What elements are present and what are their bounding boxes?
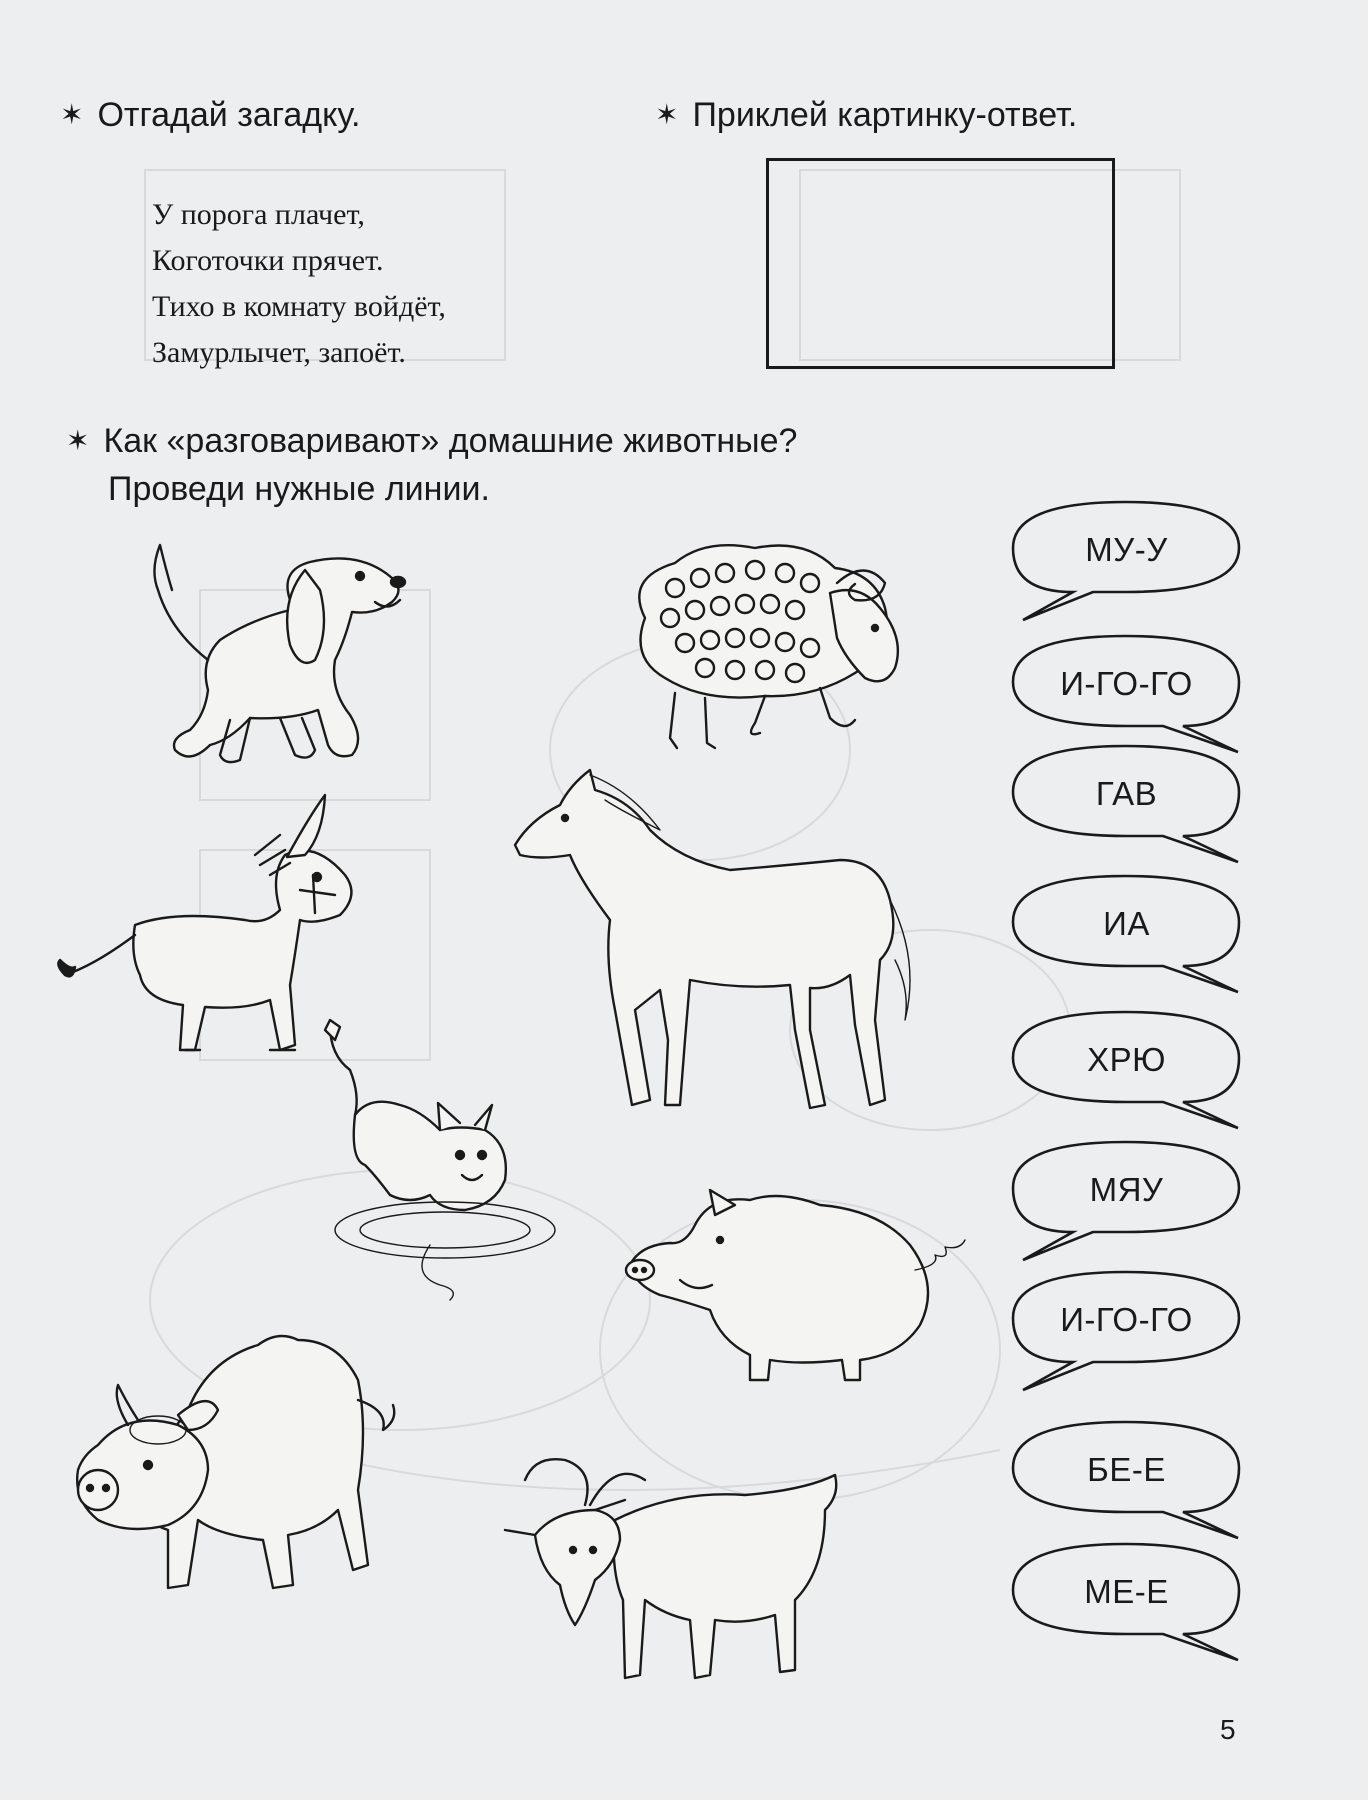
sounds-question <box>66 418 797 464</box>
sound-bubble[interactable] <box>1013 1270 1240 1370</box>
sound-label: И-ГО-ГО <box>1060 665 1193 702</box>
sound-label: ГАВ <box>1095 775 1158 812</box>
dog-illustration[interactable] <box>130 540 420 770</box>
cow-illustration[interactable] <box>68 1330 413 1600</box>
star-icon: ✶ <box>60 99 84 130</box>
riddle-poem <box>152 192 446 376</box>
sounds-instruction <box>108 466 490 512</box>
sound-label: МЯУ <box>1089 1171 1164 1208</box>
answer-paste-box[interactable] <box>766 158 1115 369</box>
page-number: 5 <box>1220 1714 1236 1745</box>
sounds-question-text: Как «разговаривают» домашние животные? <box>103 422 798 460</box>
paste-instruction-text: Приклей картинку-ответ. <box>692 96 1078 134</box>
sheep-illustration[interactable] <box>615 538 920 758</box>
sound-label: МЕ-Е <box>1084 1573 1169 1610</box>
riddle-line: Замурлычет, запоёт. <box>152 336 406 369</box>
pig-illustration[interactable] <box>620 1175 975 1390</box>
sound-bubble[interactable] <box>1013 1010 1240 1110</box>
sounds-instruction-text: Проведи нужные линии. <box>108 470 490 508</box>
riddle-line: Тихо в комнату войдёт, <box>152 290 446 323</box>
sound-bubble[interactable] <box>1013 1542 1240 1642</box>
sound-label: И-ГО-ГО <box>1060 1301 1193 1338</box>
star-icon: ✶ <box>66 425 90 456</box>
star-icon: ✶ <box>655 99 679 130</box>
riddle-line: У порога плачет, <box>152 198 365 231</box>
riddle-instruction <box>60 92 360 138</box>
sound-bubble[interactable] <box>1013 874 1240 974</box>
goat-illustration[interactable] <box>495 1450 850 1690</box>
sound-bubble[interactable] <box>1013 744 1240 844</box>
sound-label: ХРЮ <box>1087 1041 1166 1078</box>
riddle-line: Коготочки прячет. <box>152 244 384 277</box>
sound-label: МУ-У <box>1085 531 1168 568</box>
cat-illustration[interactable] <box>310 1015 575 1305</box>
sound-label: ИА <box>1103 905 1150 942</box>
paste-instruction <box>655 92 1077 138</box>
sound-bubble[interactable] <box>1013 634 1240 734</box>
sound-bubble[interactable] <box>1013 1420 1240 1520</box>
sound-bubble[interactable] <box>1013 1140 1240 1240</box>
sound-bubble[interactable] <box>1013 500 1240 600</box>
sound-label: БЕ-Е <box>1087 1451 1166 1488</box>
riddle-instruction-text: Отгадай загадку. <box>97 96 361 134</box>
